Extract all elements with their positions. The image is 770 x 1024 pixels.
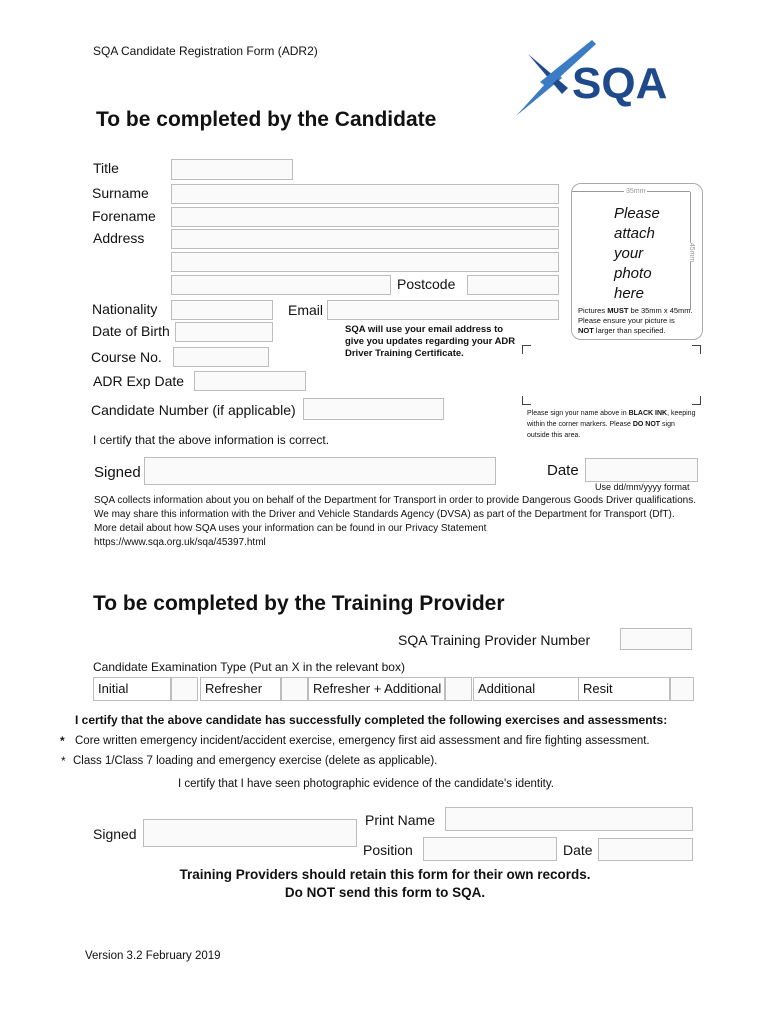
provider-signed-label: Signed — [93, 826, 137, 842]
signed-label: Signed — [94, 464, 141, 481]
photo-instruction: Please attach your photo here — [614, 205, 660, 302]
photo-rules: Pictures MUST be 35mm x 45mm. Please ensure your picture is NOT larger than specified. — [578, 306, 693, 335]
title-label: Title — [93, 160, 119, 176]
email-note: SQA will use your email address to give you updates regarding your ADR Driver Training Certificate. — [345, 324, 516, 359]
privacy-notice: SQA collects information about you on behalf of the Department for Transport in order to provide Dangerous Goods Driver qualifications. We may share this information with the Driver and Vehicle Standards Agency (DVSA) as part of the Department for Transport (DfT). More detail about how SQA uses your information can be found in our Privacy Statement https://www.sqa.org.uk/sqa/45397.html — [94, 494, 714, 550]
exam-type-label: Candidate Examination Type (Put an X in the relevant box) — [93, 660, 405, 674]
position-field[interactable] — [423, 837, 557, 861]
bullet-2-mark: * — [61, 754, 66, 768]
photo-signature-area[interactable] — [526, 350, 690, 400]
address-line-3-field[interactable] — [171, 275, 391, 295]
provider-date-field[interactable] — [598, 838, 693, 861]
date-format-hint: Use dd/mm/yyyy format — [595, 482, 690, 492]
postcode-label: Postcode — [397, 276, 456, 292]
dob-field[interactable] — [175, 322, 273, 342]
certify-information-text: I certify that the above information is correct. — [93, 433, 330, 447]
sqa-logo — [512, 38, 682, 120]
address-label: Address — [93, 230, 145, 246]
address-line-2-field[interactable] — [171, 252, 559, 272]
position-label: Position — [363, 842, 413, 858]
provider-section-heading: To be completed by the Training Provider — [93, 592, 505, 615]
retain-notice: Training Providers should retain this form for their own records. Do NOT send this form to SQA. — [179, 867, 591, 900]
exam-type-initial-label: Initial — [93, 677, 171, 701]
title-field[interactable] — [171, 159, 293, 180]
adr-exp-date-label: ADR Exp Date — [93, 373, 185, 389]
exam-type-resit-label: Resit — [578, 677, 670, 701]
photo-width-label: 35mm — [626, 188, 646, 195]
postcode-field[interactable] — [467, 275, 559, 295]
exam-type-refresher-additional-box[interactable] — [445, 677, 472, 701]
nationality-label: Nationality — [92, 301, 158, 317]
bullet-1-mark: * — [60, 734, 65, 748]
date-label: Date — [547, 462, 579, 479]
exam-type-additional-label: Additional — [473, 677, 580, 701]
dob-label: Date of Birth — [92, 323, 170, 339]
bullet-2-text: Class 1/Class 7 loading and emergency exercise (delete as applicable). — [73, 755, 438, 767]
signature-area-corner-bottom-right — [692, 396, 701, 405]
provider-signature-field[interactable] — [143, 819, 357, 847]
course-number-field[interactable] — [173, 347, 269, 367]
provider-number-label: SQA Training Provider Number — [398, 632, 591, 648]
exam-type-refresher-label: Refresher — [200, 677, 281, 701]
provider-number-field[interactable] — [620, 628, 692, 650]
course-number-label: Course No. — [91, 349, 162, 365]
candidate-signature-field[interactable] — [144, 457, 496, 485]
address-line-1-field[interactable] — [171, 229, 559, 249]
print-name-field[interactable] — [445, 807, 693, 831]
exam-type-refresher-additional-label: Refresher + Additional — [308, 677, 445, 701]
email-label: Email — [288, 302, 324, 318]
exam-type-refresher-box[interactable] — [281, 677, 308, 701]
logo-text: SQA — [572, 59, 668, 108]
surname-field[interactable] — [171, 184, 559, 204]
photo-box[interactable] — [571, 183, 703, 340]
version-footer: Version 3.2 February 2019 — [85, 950, 221, 962]
exam-type-resit-box[interactable] — [670, 677, 694, 701]
privacy-statement-link[interactable]: https://www.sqa.org.uk/sqa/45397.html — [94, 537, 266, 548]
provider-date-label: Date — [563, 842, 593, 858]
print-name-label: Print Name — [365, 812, 436, 828]
nationality-field[interactable] — [171, 300, 273, 320]
certify-photo-text: I certify that I have seen photographic evidence of the candidate's identity. — [178, 778, 554, 790]
exam-type-initial-box[interactable] — [171, 677, 198, 701]
candidate-number-label: Candidate Number (if applicable) — [91, 402, 296, 418]
certify-exercises-text: I certify that the above candidate has successfully completed the following exercises and assessments: — [75, 713, 668, 727]
photo-signing-note: Please sign your name above in BLACK INK, keeping within the corner markers. Please DO NOT sign outside this area. — [527, 410, 696, 439]
surname-label: Surname — [92, 185, 149, 201]
adr-exp-date-field[interactable] — [194, 371, 306, 391]
bullet-1-text: Core written emergency incident/accident exercise, emergency first aid assessment and fire fighting assessment. — [75, 735, 650, 747]
form-title: SQA Candidate Registration Form (ADR2) — [93, 44, 318, 58]
candidate-section-heading: To be completed by the Candidate — [96, 108, 437, 131]
signature-area-corner-top-right — [692, 345, 701, 354]
forename-label: Forename — [92, 208, 156, 224]
candidate-date-field[interactable] — [585, 458, 698, 482]
candidate-number-field[interactable] — [303, 398, 444, 420]
forename-field[interactable] — [171, 207, 559, 227]
photo-height-label: 45mm — [688, 242, 696, 263]
email-field[interactable] — [327, 300, 559, 320]
